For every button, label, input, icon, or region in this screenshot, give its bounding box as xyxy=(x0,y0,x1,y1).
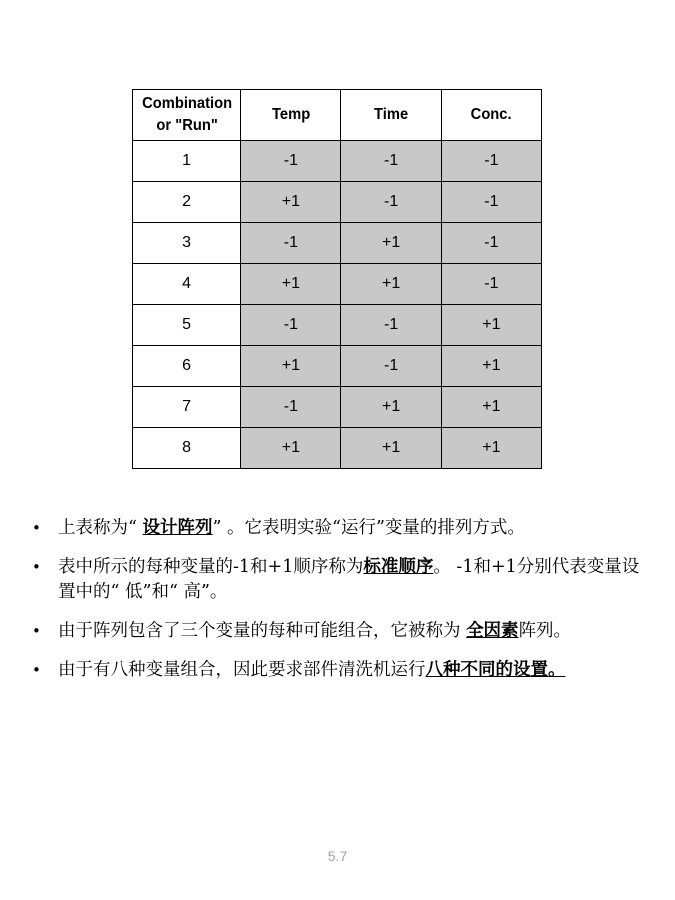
run-cell: 7 xyxy=(133,387,241,428)
header-combination-line1: Combination xyxy=(141,95,232,112)
table-row xyxy=(133,264,542,305)
header-combination-line2: or "Run" xyxy=(155,117,218,134)
header-time: Time xyxy=(345,90,437,141)
bullet-marker: • xyxy=(32,661,41,679)
table-header-row xyxy=(133,90,542,141)
temp-cell: -1 xyxy=(241,387,341,428)
temp-cell: +1 xyxy=(241,264,341,305)
run-cell: 3 xyxy=(133,223,241,264)
list-item xyxy=(32,516,642,541)
conc-cell: +1 xyxy=(441,387,541,428)
note-text: 表中所示的每种变量的-1和+1顺序称为 xyxy=(58,557,364,577)
run-cell: 1 xyxy=(133,141,241,182)
time-cell: +1 xyxy=(341,223,441,264)
header-combination xyxy=(137,90,237,141)
time-cell: +1 xyxy=(341,264,441,305)
list-item xyxy=(32,619,642,644)
conc-cell: +1 xyxy=(441,346,541,387)
table-row xyxy=(133,182,542,223)
table-row xyxy=(133,346,542,387)
temp-cell: -1 xyxy=(241,141,341,182)
run-cell: 5 xyxy=(133,305,241,346)
table-row xyxy=(133,141,542,182)
note-emphasis: 八种不同的设置。 xyxy=(425,660,566,680)
conc-cell: -1 xyxy=(441,182,541,223)
temp-cell: +1 xyxy=(241,182,341,223)
note-emphasis: 设计阵列 xyxy=(142,518,213,538)
run-cell: 6 xyxy=(133,346,241,387)
list-item xyxy=(32,658,642,683)
temp-cell: +1 xyxy=(241,346,341,387)
note-text: 由于有八种变量组合，因此要求部件清洗机运行 xyxy=(58,660,426,680)
time-cell: -1 xyxy=(341,346,441,387)
time-cell: -1 xyxy=(341,141,441,182)
conc-cell: +1 xyxy=(441,305,541,346)
note-text: 由于阵列包含了三个变量的每种可能组合，它被称为 xyxy=(58,621,467,641)
note-text: 。 -1和+1分别代表变量设置中的“ 低”和“ 高”。 xyxy=(58,557,640,602)
temp-cell: +1 xyxy=(241,428,341,469)
time-cell: +1 xyxy=(341,428,441,469)
conc-cell: +1 xyxy=(441,428,541,469)
run-cell: 2 xyxy=(133,182,241,223)
bullet-marker: • xyxy=(32,519,41,537)
temp-cell: -1 xyxy=(241,305,341,346)
temp-cell: -1 xyxy=(241,223,341,264)
design-array-table xyxy=(132,89,542,469)
header-temp: Temp xyxy=(245,90,337,141)
page-number: 5.7 xyxy=(327,848,348,864)
list-item xyxy=(32,555,642,605)
run-cell: 4 xyxy=(133,264,241,305)
conc-cell: -1 xyxy=(441,141,541,182)
bullet-marker: • xyxy=(32,558,41,576)
table-row xyxy=(133,387,542,428)
time-cell: -1 xyxy=(341,182,441,223)
note-emphasis: 标准顺序 xyxy=(363,557,434,577)
table-row xyxy=(133,305,542,346)
bullet-marker: • xyxy=(32,622,41,640)
table-row xyxy=(133,428,542,469)
time-cell: -1 xyxy=(341,305,441,346)
header-conc: Conc. xyxy=(445,90,537,141)
conc-cell: -1 xyxy=(441,223,541,264)
note-text: ” 。它表明实验“运行”变量的排列方式。 xyxy=(212,518,525,538)
time-cell: +1 xyxy=(341,387,441,428)
note-text: 阵列。 xyxy=(518,621,572,641)
note-text: 上表称为“ xyxy=(58,518,143,538)
explanation-list xyxy=(32,516,642,697)
table-row xyxy=(133,223,542,264)
run-cell: 8 xyxy=(133,428,241,469)
conc-cell: -1 xyxy=(441,264,541,305)
note-emphasis: 全因素 xyxy=(466,621,519,641)
